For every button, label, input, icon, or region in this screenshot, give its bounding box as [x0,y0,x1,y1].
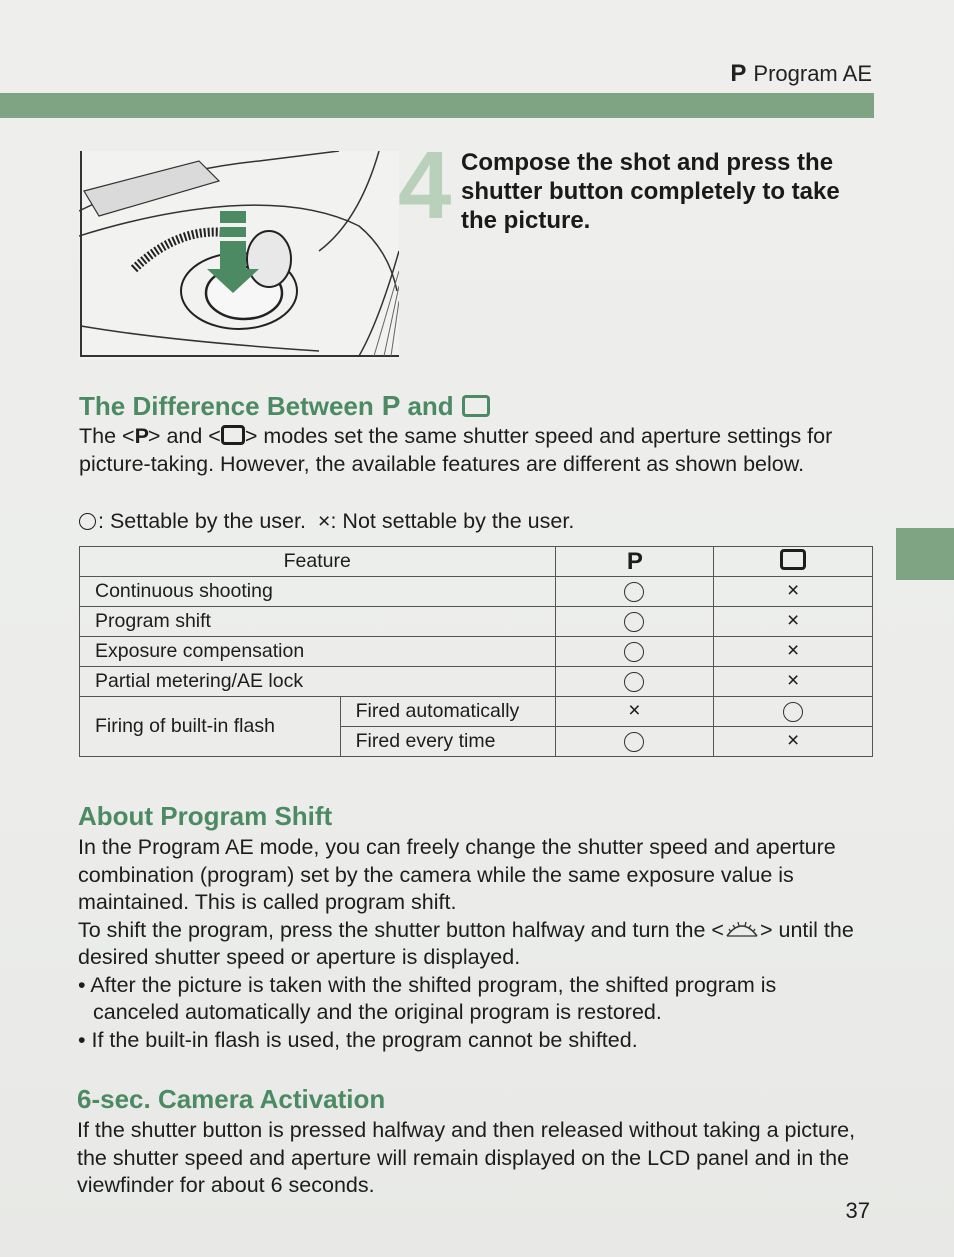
program-mode-letter-table: P [626,547,642,575]
circle-icon [624,582,644,602]
program-cell [555,637,714,667]
full-auto-mode-icon-inline [221,425,245,445]
program-mode-letter-heading: P [381,390,400,421]
feature-cell: Continuous shooting [80,577,556,607]
program-cell [555,667,714,697]
step-instruction: Compose the shot and press the shutter button completely to take the picture. [461,149,840,234]
circle-icon [624,732,644,752]
feature-cell: Program shift [80,607,556,637]
table-row [80,697,873,727]
flash-sub-cell: Fired every time [340,727,555,757]
circle-icon [783,702,803,722]
circle-icon [624,612,644,632]
page-header-title: Program AE [753,61,872,86]
table-row [80,667,873,697]
circle-icon [624,672,644,692]
feature-comparison-table [79,546,873,757]
feature-cell: Partial metering/AE lock [80,667,556,697]
program-cell [555,607,714,637]
header-band [0,93,874,118]
legend-not-settable: : Not settable by the user. [330,509,575,533]
program-cell [555,577,714,607]
main-dial-icon [724,919,760,939]
program-shift-body [78,834,858,1054]
cross-icon: × [786,609,800,632]
difference-heading-text: The Difference Between [79,390,374,421]
program-shift-bullet-2: • If the built-in flash is used, the program cannot be shifted. [78,1027,638,1052]
full-auto-cell [714,697,873,727]
full-auto-cell [714,637,873,667]
full-auto-mode-icon-table [780,549,806,570]
program-shift-heading: About Program Shift [78,801,333,831]
page-number: 37 [845,1198,870,1223]
cross-icon: × [786,639,800,662]
cross-icon: × [628,699,641,722]
activation-heading: 6-sec. Camera Activation [77,1084,386,1114]
program-cell [555,697,714,727]
program-cell [555,727,714,757]
full-auto-cell [714,667,873,697]
program-shift-bullet-1: • After the picture is taken with the shifted program, the shifted program is canceled automatically and the original program is restored. [78,972,777,1024]
step-number: 4 [398,132,452,239]
shift-text-start: To shift the program, press the shutter button halfway and turn the < [78,917,724,942]
table-row [80,607,873,637]
circle-icon [624,642,644,662]
full-auto-cell [714,577,873,607]
full-auto-cell [714,727,873,757]
difference-heading-and: and [407,390,454,421]
shift-text-end: > until the desired shutter speed or aperture is displayed. [78,917,854,969]
program-shift-paragraph-1: In the Program AE mode, you can freely change the shutter speed and aperture combination (program) set by the camera while the same exposure value is maintained. This is called program shift. [78,835,836,914]
legend-settable: : Settable by the user. [98,509,306,533]
table-row [80,637,873,667]
para-text-start: The < [79,424,135,448]
circle-icon [79,513,96,530]
header-feature: Feature [80,547,556,577]
activation-paragraph: If the shutter button is pressed halfway and then released without taking a picture, the shutter speed and aperture will remain displayed on the LCD panel and in the viewfinder for about 6 seconds. [77,1118,856,1197]
cross-icon: × [786,579,800,602]
difference-paragraph [79,423,869,478]
page-header [730,60,872,88]
symbol-legend [79,508,869,536]
cross-icon: × [786,669,800,692]
header-program [555,547,714,577]
table-header-row [80,547,873,577]
para-text-end: > modes set the same shutter speed and aperture settings for picture-taking. However, the available features are different as shown below. [79,424,833,476]
camera-shutter-illustration [79,151,399,359]
cross-icon: × [786,729,800,752]
para-text-mid: > and < [147,424,221,448]
program-shift-paragraph-2 [78,917,858,972]
chapter-tab [896,528,954,580]
program-mode-letter-inline: P [134,424,148,448]
cross-icon: × [317,509,331,533]
program-mode-letter: P [730,60,746,87]
flash-sub-cell: Fired automatically [340,697,555,727]
flash-feature-cell: Firing of built-in flash [80,697,341,757]
table-row [80,577,873,607]
header-full-auto [714,547,873,577]
full-auto-cell [714,607,873,637]
difference-heading [79,390,490,422]
feature-cell: Exposure compensation [80,637,556,667]
full-auto-mode-icon [462,395,490,417]
